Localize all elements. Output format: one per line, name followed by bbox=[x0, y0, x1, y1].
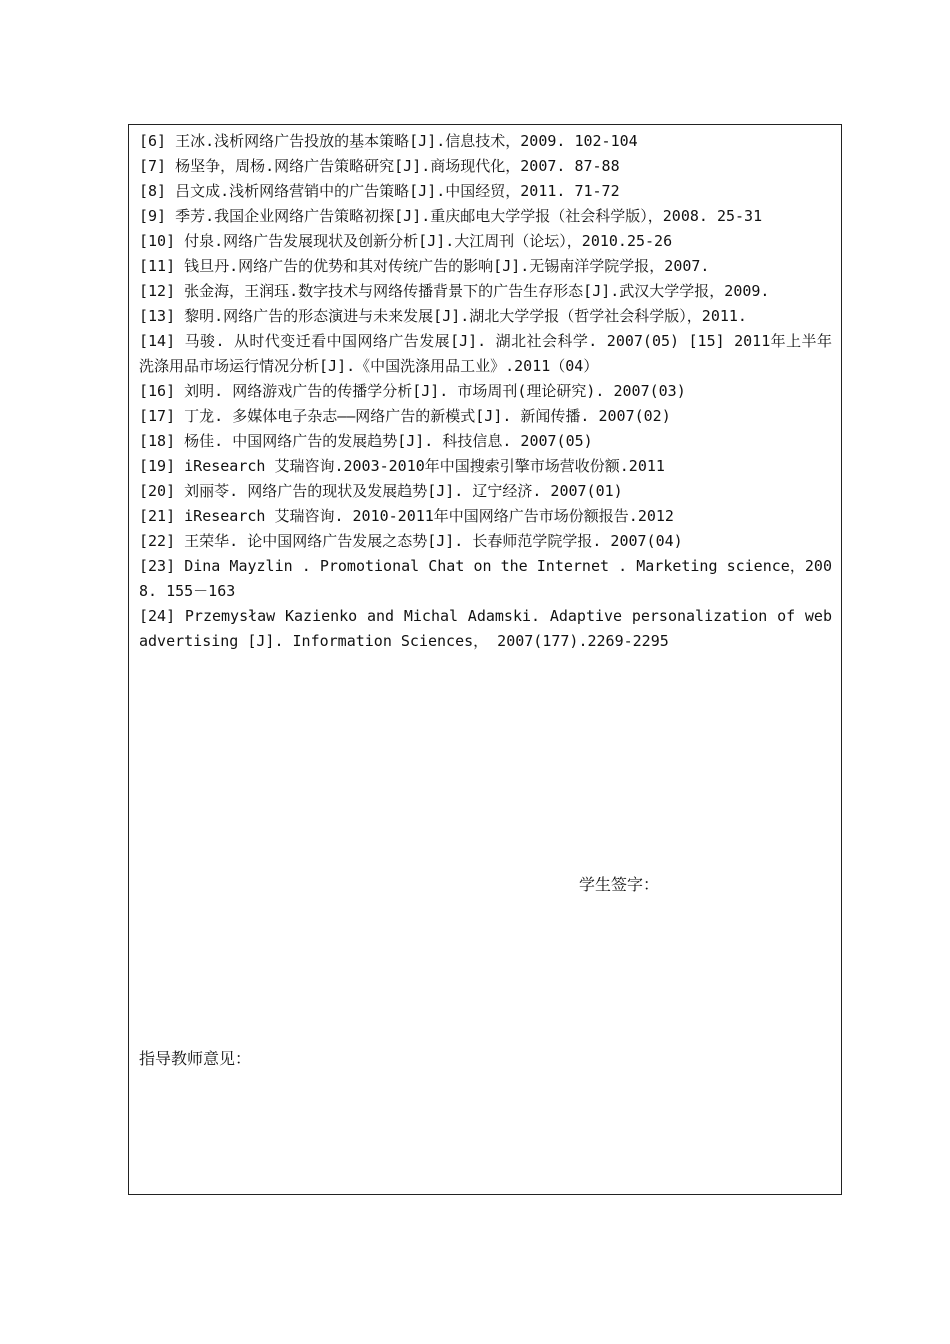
reference-item: [16] 刘明. 网络游戏广告的传播学分析[J]. 市场周刊(理论研究). 2007(03) bbox=[139, 382, 686, 400]
reference-item: [8] 吕文成.浅析网络营销中的广告策略[J].中国经贸，2011. 71-72 bbox=[139, 182, 620, 200]
reference-item: [12] 张金海，王润珏.数字技术与网络传播背景下的广告生存形态[J].武汉大学学报，2009. bbox=[139, 282, 770, 300]
reference-item: [14] 马骏. 从时代变迁看中国网络广告发展[J]. 湖北社会科学. 2007(05) [15] 2011年上半年洗涤用品市场运行情况分析[J].《中国洗涤用品工业》.2011（04） bbox=[139, 332, 832, 375]
reference-item: [19] iResearch 艾瑞咨询.2003-2010年中国搜索引擎市场营收份额.2011 bbox=[139, 457, 665, 475]
reference-item: [7] 杨坚争，周杨.网络广告策略研究[J].商场现代化，2007. 87-88 bbox=[139, 157, 620, 175]
reference-item: [22] 王荣华. 论中国网络广告发展之态势[J]. 长春师范学院学报. 2007(04) bbox=[139, 532, 683, 550]
advisor-opinion-label: 指导教师意见： bbox=[139, 1049, 252, 1068]
reference-item: [21] iResearch 艾瑞咨询. 2010-2011年中国网络广告市场份额报告.2012 bbox=[139, 507, 674, 525]
student-signature-label: 学生签字： bbox=[579, 875, 660, 894]
reference-item: [20] 刘丽苓. 网络广告的现状及发展趋势[J]. 辽宁经济. 2007(01) bbox=[139, 482, 623, 500]
form-frame bbox=[128, 124, 842, 1195]
reference-item: [23] Dina Mayzlin . Promotional Chat on the Internet . Marketing science，2008. 155－163 bbox=[139, 557, 832, 600]
reference-item: [11] 钱旦丹.网络广告的优势和其对传统广告的影响[J].无锡南洋学院学报，2007. bbox=[139, 257, 710, 275]
reference-list bbox=[139, 129, 832, 654]
reference-item: [24] Przemysław Kazienko and Michal Adamski. Adaptive personalization of web advertising [J]. Information Sciences， 2007(177).2269-2295 bbox=[139, 607, 832, 650]
reference-item: [10] 付泉.网络广告发展现状及创新分析[J].大江周刊（论坛），2010.25-26 bbox=[139, 232, 673, 250]
reference-item: [17] 丁龙. 多媒体电子杂志——网络广告的新模式[J]. 新闻传播. 2007(02) bbox=[139, 407, 671, 425]
reference-item: [9] 季芳.我国企业网络广告策略初探[J].重庆邮电大学学报（社会科学版），2008. 25-31 bbox=[139, 207, 763, 225]
reference-item: [18] 杨佳. 中国网络广告的发展趋势[J]. 科技信息. 2007(05) bbox=[139, 432, 593, 450]
reference-item: [6] 王冰.浅析网络广告投放的基本策略[J].信息技术，2009. 102-104 bbox=[139, 132, 638, 150]
reference-item: [13] 黎明.网络广告的形态演进与未来发展[J].湖北大学学报（哲学社会科学版），2011. bbox=[139, 307, 747, 325]
